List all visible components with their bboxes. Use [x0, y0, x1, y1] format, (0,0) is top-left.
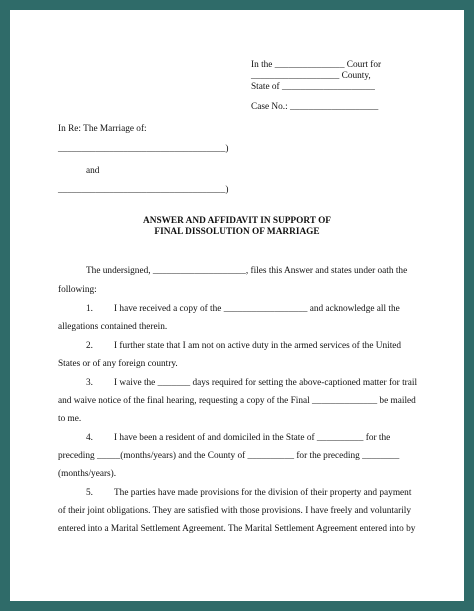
paragraph-4-line-2: preceding _____(months/years) and the County of __________ for the preceding ________: [58, 451, 400, 461]
paragraph-5-line-1: The parties have made provisions for the division of their property and payment: [114, 488, 412, 498]
paragraph-4-line-3: (months/years).: [58, 469, 117, 479]
paragraph-4-line-1: I have been a resident of and domiciled in the State of __________ for the: [114, 433, 391, 443]
paragraph-1-number: 1.: [86, 304, 93, 314]
county-line: ___________________ County,: [251, 71, 371, 81]
state-line: State of ____________________: [251, 82, 375, 92]
paragraph-3-number: 3.: [86, 378, 93, 388]
party2-line: ____________________________________): [58, 185, 229, 195]
case-number: Case No.: ___________________: [251, 102, 379, 112]
paragraph-2-line-1: I further state that I am not on active duty in the armed services of the United: [114, 341, 402, 351]
intro-line-2: following:: [58, 285, 97, 295]
and-label: and: [86, 166, 100, 176]
paragraph-1-line-1: I have received a copy of the __________________ and acknowledge all the: [114, 304, 400, 314]
party1-line: ____________________________________): [58, 144, 229, 154]
court-line: In the _______________ Court for: [251, 60, 382, 70]
paragraph-3-line-1: I waive the _______ days required for setting the above-captioned matter for trail: [114, 378, 418, 388]
paragraph-2-line-2: States or of any foreign country.: [58, 359, 178, 369]
document-title-line2: FINAL DISSOLUTION OF MARRIAGE: [154, 227, 320, 237]
paragraph-1-line-2: allegations contained therein.: [58, 322, 168, 332]
paragraph-3-line-2: and waive notice of the final hearing, requesting a copy of the Final ______________ be mailed: [58, 396, 416, 406]
paragraph-4-number: 4.: [86, 433, 93, 443]
document-title-line1: ANSWER AND AFFIDAVIT IN SUPPORT OF: [143, 216, 331, 226]
paragraph-5-line-2: of their joint obligations. They are satisfied with those provisions. I have freely and voluntarily: [58, 506, 412, 516]
paragraph-3-line-3: to me.: [58, 414, 82, 424]
paragraph-2-number: 2.: [86, 341, 93, 351]
document-page: [10, 10, 464, 601]
paragraph-5-number: 5.: [86, 488, 93, 498]
paragraph-5-line-3: entered into a Marital Settlement Agreement. The Marital Settlement Agreement entered into by: [58, 524, 416, 534]
intro-line-1: The undersigned, ____________________, files this Answer and states under oath the: [86, 266, 408, 276]
in-re-label: In Re: The Marriage of:: [58, 124, 147, 134]
